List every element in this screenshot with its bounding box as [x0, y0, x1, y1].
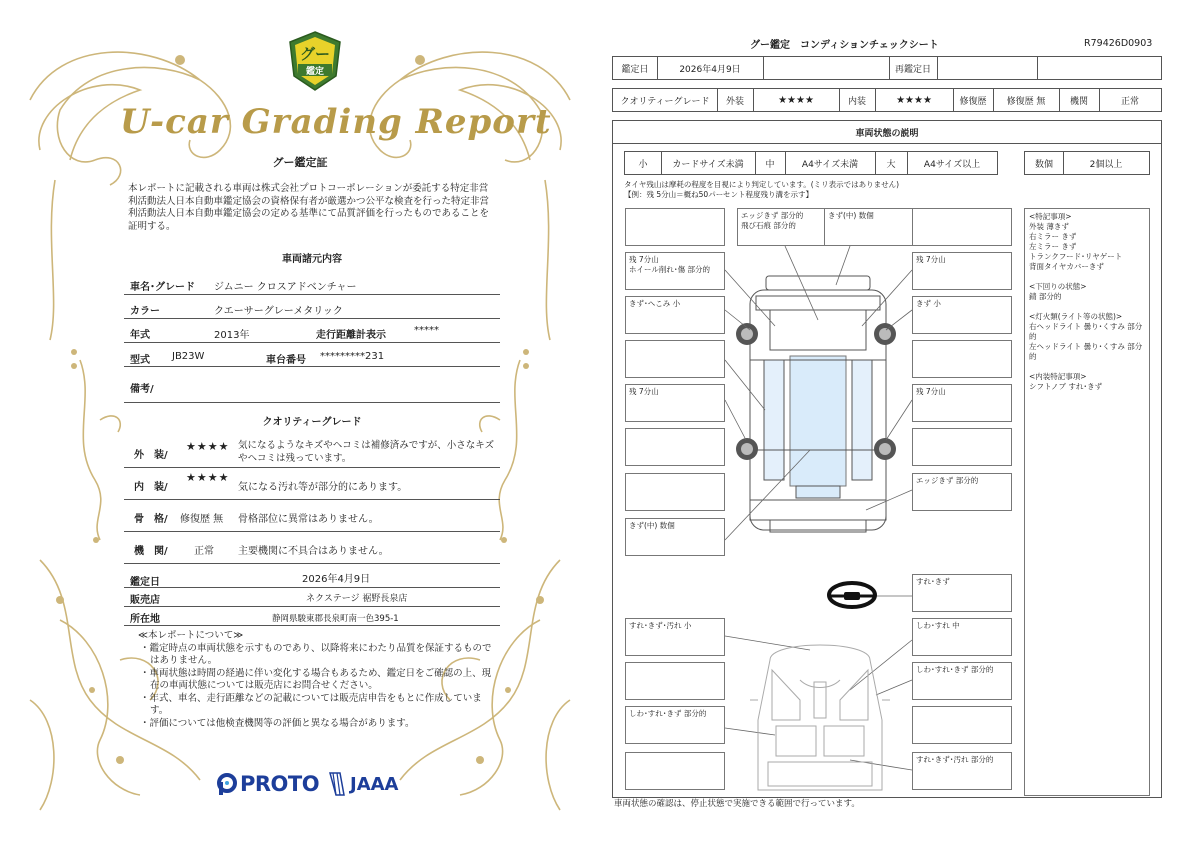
car-name-value: ジムニー クロスアドベンチャー	[214, 282, 357, 293]
note-item: ・車両状態は時間の経過に伴い変化する場合もあるため、鑑定日をご確認の上、現在の車両状態については販売店にお問合せください。	[140, 667, 492, 691]
proto-mark-icon	[216, 772, 238, 796]
exterior-comment: 気になるようなキズやヘコミは補修済みですが、小さなキズやヘコミは残っています。	[238, 440, 495, 464]
note-item: ・評価については他検査機関等の評価と異なる場合があります。	[140, 717, 415, 729]
frame-comment: 骨格部位に異常はありません。	[238, 514, 379, 525]
damage-callout: エッジきず 部分的	[912, 473, 1012, 511]
mileage-label: 走行距離計表示	[316, 330, 386, 341]
steering-wheel-icon	[829, 583, 875, 607]
sheet-repair-value: 修復歴 無	[1006, 96, 1046, 107]
sheet-exterior-stars: ★★★★	[778, 94, 814, 106]
chassis-value: *********231	[320, 351, 385, 362]
year-value: 2013年	[214, 330, 250, 341]
certificate-subtitle: グー鑑定証	[272, 156, 328, 169]
goo-kantei-badge-icon	[286, 30, 344, 92]
year-label: 年式	[130, 330, 150, 341]
badge-text-bottom: 鑑定	[305, 67, 325, 77]
special-notes: <特記事項> 外装 薄きず 右ミラー きず 左ミラー きず トランクフード･リヤゲート 背面タイヤカバーきず <下回りの状態> 錆 部分的 <灯火類(ライト等の状態)> 右ヘッドライト 曇り･くすみ 部分的 左ヘッドライト 曇り･くすみ 部分的 <内装特記事項> シフトノブ すれ･きず	[1024, 208, 1150, 796]
report-notes	[138, 630, 498, 730]
grade-row-frame	[124, 500, 500, 532]
note-item: ・鑑定時点の車両状態を示すものであり、以降将来にわたり品質を保証するものではありません。	[140, 642, 492, 666]
date-label: 鑑定日	[130, 577, 160, 588]
size-small-desc: カードサイズ未満	[672, 159, 744, 170]
damage-callout: 残 7分山 ホイール削れ･傷 部分的	[625, 252, 725, 290]
damage-callout: きず 小	[912, 296, 1012, 334]
date-value: 2026年4月9日	[302, 574, 371, 585]
damage-callout	[625, 752, 725, 790]
damage-callout: きず･へこみ 小	[625, 296, 725, 334]
damage-callout: しわ･すれ･きず 部分的	[625, 706, 725, 744]
damage-callout: 残 7分山	[912, 384, 1012, 422]
damage-callout: すれ･きず	[912, 574, 1012, 612]
damage-callout	[625, 208, 725, 246]
notes-title: ≪本レポートについて≫	[138, 630, 244, 641]
sheet-date-value: 2026年4月9日	[679, 64, 741, 75]
size-large: 大	[886, 159, 896, 170]
model-value: JB23W	[172, 351, 205, 362]
damage-callout: 残 7分山	[912, 252, 1012, 290]
grade-row-interior	[124, 468, 500, 500]
spec-row-remarks	[124, 367, 500, 403]
damage-callout	[625, 662, 725, 700]
remarks-label: 備考/	[130, 384, 154, 395]
interior-stars: ★★★★	[186, 471, 230, 484]
spec-row-car-name	[124, 271, 500, 295]
sheet-grade-label: クオリティーグレード	[620, 96, 710, 107]
chassis-label: 車台番号	[266, 355, 306, 366]
proto-logo	[216, 771, 319, 797]
size-large-desc: A4サイズ以上	[923, 159, 981, 170]
damage-callout: きず(中) 数個	[824, 208, 924, 246]
sheet-interior-stars: ★★★★	[896, 94, 932, 106]
damage-callout: すれ･きず･汚れ 部分的	[912, 752, 1012, 790]
count-desc: 2個以上	[1089, 159, 1123, 170]
damage-callout: 残 7分山	[625, 384, 725, 422]
address-label: 所在地	[130, 614, 160, 625]
reinspect-label: 再鑑定日	[894, 64, 931, 75]
spec-row-model	[124, 343, 500, 367]
certificate-intro: 本レポートに記載される車両は株式会社プロトコーポレーションが委託する特定非営利活動法人日本自動車鑑定協会の資格保有者が厳選かつ公平な検査を行った特定非営利活動法人日本自動車鑑定協会の定める基準にて品質評価を行ったものであることを証明する。	[128, 183, 490, 232]
report-id: R79426D0903	[1084, 38, 1153, 49]
sheet-footer: 車両状態の確認は、停止状態で実施できる範囲で行っています。	[614, 799, 860, 809]
jaaa-mark-icon	[328, 771, 346, 797]
sheet-interior-label: 内装	[847, 96, 866, 107]
damage-callout: エッジきず 部分的 飛び石痕 部分的	[737, 208, 837, 246]
interior-label: 内 装/	[134, 482, 168, 493]
damage-callout	[912, 208, 1012, 246]
info-row-address	[124, 607, 500, 626]
proto-logo-text: PROTO	[240, 772, 320, 796]
damage-callout	[625, 340, 725, 378]
color-label: カラー	[130, 306, 160, 317]
badge-text-top: グー	[299, 45, 331, 63]
damage-callout	[912, 428, 1012, 466]
color-value: クエーサーグレーメタリック	[214, 306, 343, 317]
engine-value: 正常	[194, 546, 214, 557]
damage-callout	[625, 473, 725, 511]
info-row-shop	[124, 588, 500, 607]
sheet-date-label: 鑑定日	[621, 64, 649, 75]
interior-outline	[750, 645, 890, 790]
damage-callout: しわ･すれ･きず 部分的	[912, 662, 1012, 700]
frame-label: 骨 格/	[134, 514, 168, 525]
engine-comment: 主要機関に不具合はありません。	[238, 546, 389, 557]
grade-row-engine	[124, 532, 500, 564]
condition-title: 車両状態の説明	[855, 128, 919, 139]
damage-callout: きず(中) 数個	[625, 518, 725, 556]
size-small: 小	[638, 159, 648, 170]
interior-comment: 気になる汚れ等が部分的にあります。	[238, 482, 408, 493]
note-item: ・年式、車名、走行距離などの記載については販売店申告をもとに作成しています。	[140, 692, 482, 716]
exterior-label: 外 装/	[134, 450, 168, 461]
frame-value: 修復歴 無	[180, 514, 224, 525]
size-mid-desc: A4サイズ未満	[801, 159, 859, 170]
exterior-stars: ★★★★	[186, 440, 230, 453]
damage-callout	[912, 706, 1012, 744]
jaaa-logo-text: JAAA	[350, 773, 399, 795]
shop-label: 販売店	[130, 595, 160, 606]
address-value: 静岡県駿東郡長泉町南一色395-1	[272, 614, 399, 624]
damage-callout: しわ･すれ 中	[912, 618, 1012, 656]
car-name-label: 車名･グレード	[130, 282, 195, 293]
condition-check-sheet	[600, 0, 1200, 848]
sheet-title: グー鑑定 コンディションチェックシート	[750, 40, 939, 51]
count-label: 数個	[1034, 159, 1053, 170]
jaaa-logo	[328, 771, 399, 797]
model-label: 型式	[130, 355, 150, 366]
info-row-date	[124, 564, 500, 588]
sheet-engine-value: 正常	[1120, 96, 1139, 107]
mileage-value: *****	[414, 325, 439, 336]
size-mid: 中	[765, 159, 775, 170]
spec-row-year	[124, 319, 500, 343]
tire-note-2: 【例：残 5分山＝概ね50パーセント程度残り溝を示す】	[624, 190, 814, 199]
spec-row-color	[124, 295, 500, 319]
report-script-title: U-car Grading Report	[120, 102, 552, 142]
spec-section-title: 車両諸元内容	[282, 254, 342, 265]
damage-callout	[912, 340, 1012, 378]
sheet-exterior-label: 外装	[725, 96, 744, 107]
grade-section-title: クオリティーグレード	[262, 417, 362, 428]
sheet-engine-label: 機関	[1069, 96, 1088, 107]
grade-row-exterior	[124, 432, 500, 468]
sheet-repair-label: 修復歴	[959, 96, 987, 107]
tire-note-1: タイヤ残山は摩耗の程度を目視により判定しています。(ミリ表示ではありません)	[624, 180, 900, 189]
damage-callout: すれ･きず･汚れ 小	[625, 618, 725, 656]
engine-label: 機 関/	[134, 546, 168, 557]
shop-value: ネクステージ 裾野長泉店	[306, 594, 408, 604]
damage-callout	[625, 428, 725, 466]
windshield-glass	[790, 356, 846, 486]
